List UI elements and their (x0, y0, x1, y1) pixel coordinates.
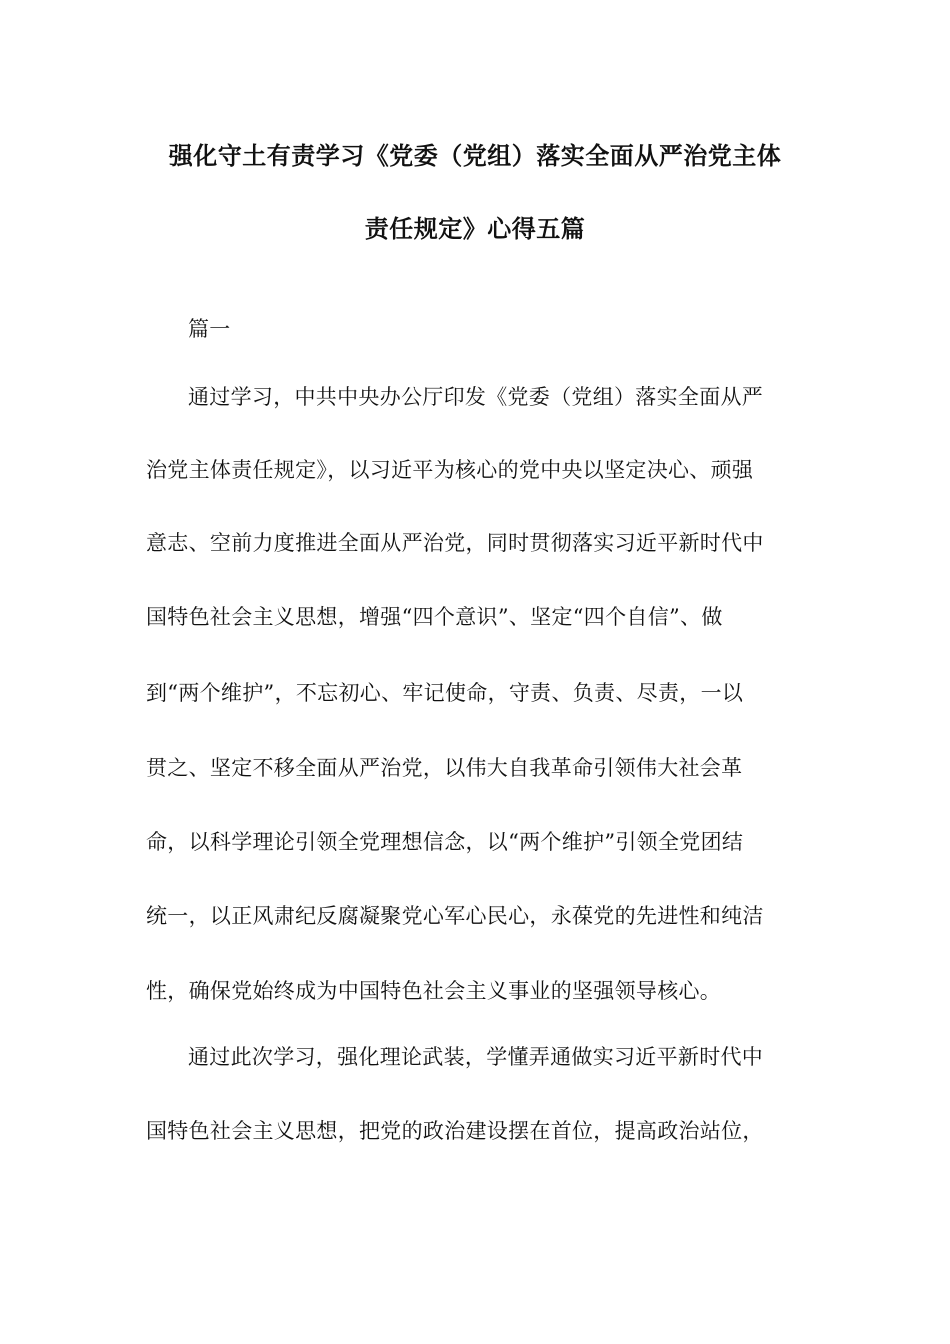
paragraph-1-line: 统一，以正风肃纪反腐凝聚党心军心民心，永葆党的先进性和纯洁 (146, 904, 764, 928)
document-title-line-2: 责任规定》心得五篇 (364, 215, 586, 243)
paragraph-1-line: 通过学习，中共中央办公厅印发《党委（党组）落实全面从严 (188, 385, 764, 409)
document-title-line-1: 强化守土有责学习《党委（党组）落实全面从严治党主体 (168, 142, 782, 170)
paragraph-1-line: 到“两个维护”，不忘初心、牢记使命，守责、负责、尽责，一以 (146, 681, 744, 705)
paragraph-1-line: 国特色社会主义思想，增强“四个意识”、坚定“四个自信”、做 (146, 605, 723, 629)
paragraph-2-line: 通过此次学习，强化理论武装，学懂弄通做实习近平新时代中 (188, 1045, 764, 1069)
paragraph-1-line: 治党主体责任规定》，以习近平为核心的党中央以坚定决心、顽强 (146, 458, 754, 482)
paragraph-1-line: 贯之、坚定不移全面从严治党，以伟大自我革命引领伟大社会革 (146, 756, 743, 780)
paragraph-1-line: 命，以科学理论引领全党理想信念，以“两个维护”引领全党团结 (146, 830, 744, 854)
paragraph-1-line: 性，确保党始终成为中国特色社会主义事业的坚强领导核心。 (146, 979, 722, 1003)
paragraph-1-line: 意志、空前力度推进全面从严治党，同时贯彻落实习近平新时代中 (146, 531, 764, 555)
section-heading: 篇一 (188, 317, 231, 341)
paragraph-2-line: 国特色社会主义思想，把党的政治建设摆在首位，提高政治站位， (146, 1119, 764, 1143)
